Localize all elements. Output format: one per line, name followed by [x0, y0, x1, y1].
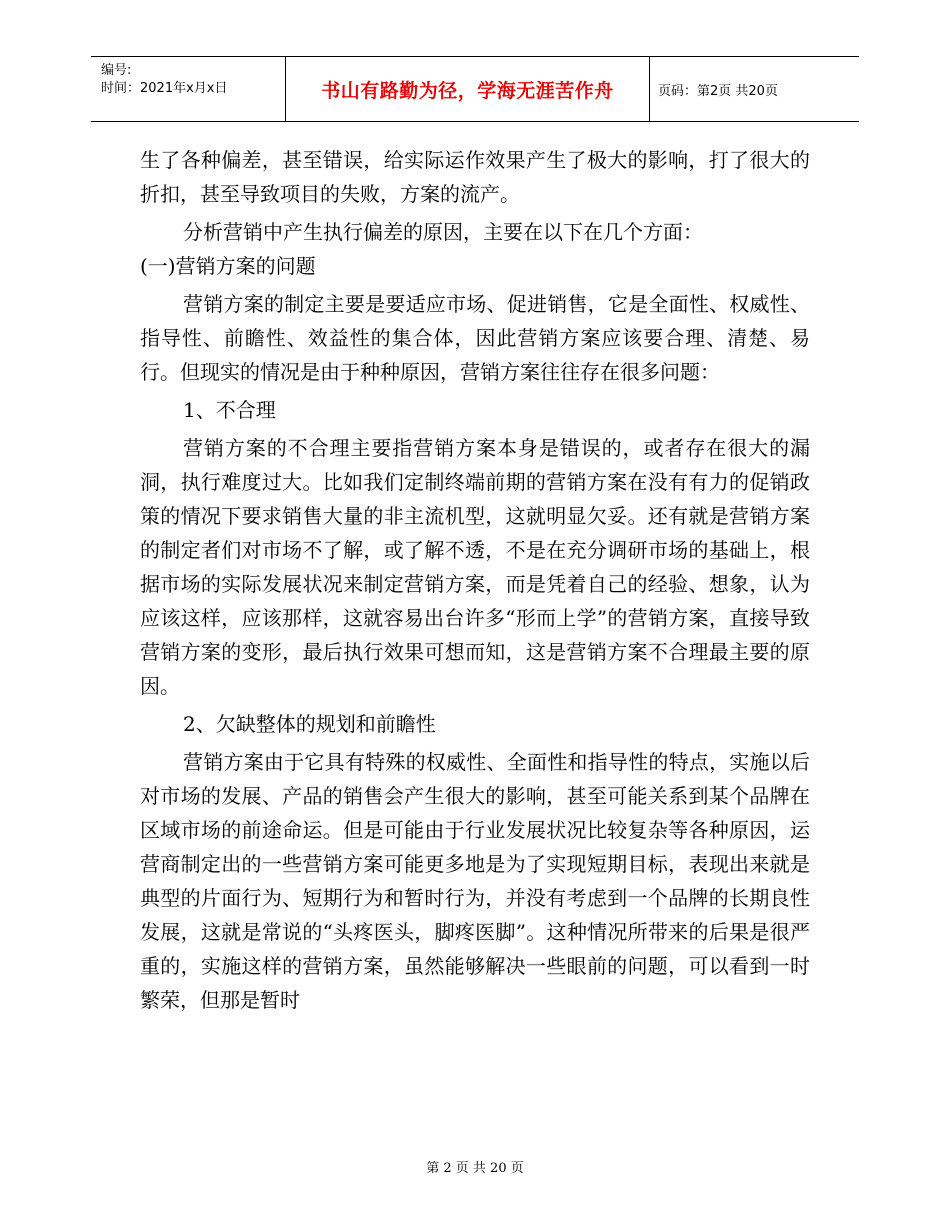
paragraph-continuation: 生了各种偏差，甚至错误，给实际运作效果产生了极大的影响，打了很大的折扣，甚至导致项目的失败，方案的流产。 — [140, 148, 810, 206]
paragraph-body: 营销方案的制定主要是要适应市场、促进销售，它是全面性、权威性、指导性、前瞻性、效益性的集合体，因此营销方案应该要合理、清楚、易行。但现实的情况是由于种种原因，营销方案往往存在很多问题： — [140, 292, 810, 384]
subheading-1: 1、不合理 — [183, 398, 276, 422]
paragraph-intro: 分析营销中产生执行偏差的原因，主要在以下在几个方面： — [183, 220, 703, 244]
document-body — [140, 143, 810, 1017]
subheading-2: 2、欠缺整体的规划和前瞻性 — [183, 712, 436, 736]
header-page-info: 页码：第2页 共20页 — [658, 83, 778, 99]
paragraph-body: 营销方案的不合理主要指营销方案本身是错误的，或者存在很大的漏洞，执行难度过大。比如我们定制终端前期的营销方案在没有有力的促销政策的情况下要求销售大量的非主流机型，这就明显欠妥。还有就是营销方案的制定者们对市场不了解，或了解不透，不是在充分调研市场的基础上，根据市场的实际发展状况来制定营销方案，而是凭着自己的经验、想象，认为应该这样，应该那样，这就容易出台许多“形而上学”的营销方案，直接导致营销方案的变形，最后执行效果可想而知，这是营销方案不合理最主要的原因。 — [140, 436, 810, 698]
header-motto: 书山有路勤为径，学海无涯苦作舟 — [321, 79, 614, 102]
header-time-label: 时间：2021年x月x日 — [101, 81, 228, 96]
header-meta — [101, 62, 281, 98]
header-number-label: 编号: — [101, 63, 132, 78]
paragraph-body: 营销方案由于它具有特殊的权威性、全面性和指导性的特点，实施以后对市场的发展、产品的销售会产生很大的影响，甚至可能关系到某个品牌在区域市场的前途命运。但是可能由于行业发展状况比较复杂等各种原因，运营商制定出的一些营销方案可能更多地是为了实现短期目标，表现出来就是典型的片面行为、短期行为和暂时行为，并没有考虑到一个品牌的长期良性发展，这就是常说的“头疼医头，脚疼医脚”。这种情况所带来的后果是很严重的，实施这样的营销方案，虽然能够解决一些眼前的问题，可以看到一时繁荣，但那是暂时 — [140, 750, 810, 1012]
section-heading: (一)营销方案的问题 — [140, 254, 316, 278]
page-header — [91, 56, 859, 122]
page-footer: 第 2 页 共 20 页 — [426, 1161, 524, 1176]
